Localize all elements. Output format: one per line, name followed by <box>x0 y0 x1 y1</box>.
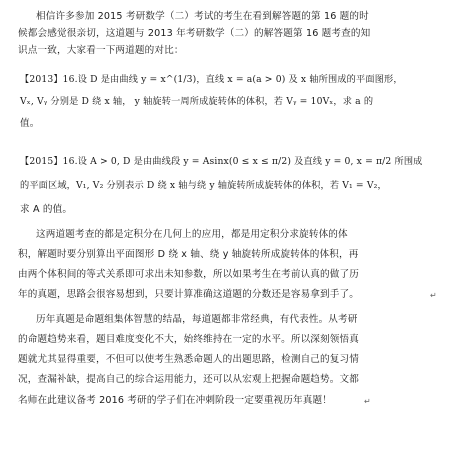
paragraph-mark-icon: ↵ <box>430 291 437 300</box>
question-2015-line-2: 的平面区域，V₁, V₂ 分别表示 D 绕 x 轴与绕 y 轴旋转所成旋转体的体积，若 V₁ = V₂， <box>20 180 387 191</box>
advice-line-4: 况，查漏补缺，提高自己的综合运用能力，还可以从宏观上把握命题趋势。文都 <box>18 374 360 385</box>
advice-line-1: 历年真题是命题组集体智慧的结晶，每道题都非常经典，有代表性。从考研 <box>36 314 358 325</box>
advice-line-2: 的命题趋势来看，题目难度变化不大，始终维持在一定的水平。所以深刻领悟真 <box>18 334 360 345</box>
analysis-line-2: 积，解题时要分别算出平面图形 D 绕 x 轴、绕 y 轴旋转所成旋转体的体积，再 <box>18 249 359 260</box>
analysis-line-1: 这两道题考查的都是定积分在几何上的应用，都是用定积分求旋转体的体 <box>36 229 348 240</box>
advice-line-3: 题就尤其显得重要，不但可以使考生熟悉命题人的出题思路，检测自己的复习情 <box>18 354 360 365</box>
question-2013-line-2: Vₓ, Vᵧ 分别是 D 绕 x 轴， y 轴旋转一周所成旋转体的体积，若 Vᵧ = 10Vₓ，求 a 的 <box>20 96 374 107</box>
question-2013-line-1: 【2013】16.设 D 是由曲线 y = x^(1/3)，直线 x = a(a > 0) 及 x 轴所围成的平面图形， <box>20 74 403 85</box>
question-2015-line-3: 求 A 的值。 <box>20 204 73 215</box>
question-2015-line-1: 【2015】16.设 A > 0, D 是由曲线段 y = Asinx(0 ≤ x ≤ π/2) 及直线 y = 0, x = π/2 所围成 <box>20 156 423 167</box>
paragraph-mark-icon: ↵ <box>364 397 371 406</box>
question-2013-line-3: 值。 <box>20 118 40 129</box>
intro-line-1: 相信许多参加 2015 考研数学（二）考试的考生在看到解答题的第 16 题的时 <box>36 11 369 22</box>
intro-line-2: 候都会感觉很亲切，这道题与 2013 年考研数学（二）的解答题第 16 题考查的知 <box>18 28 371 39</box>
analysis-line-4: 年的真题，思路会很容易想到，只要计算准确这道题的分数还是容易拿到手了。 <box>18 289 360 300</box>
intro-line-3: 识点一致，大家看一下两道题的对比： <box>18 45 184 56</box>
advice-line-5: 名师在此建议备考 2016 考研的学子们在冲刺阶段一定要重视历年真题！ <box>18 395 332 406</box>
analysis-line-3: 由两个体积间的等式关系即可求出未知参数，所以如果考生在考前认真的做了历 <box>18 269 360 280</box>
